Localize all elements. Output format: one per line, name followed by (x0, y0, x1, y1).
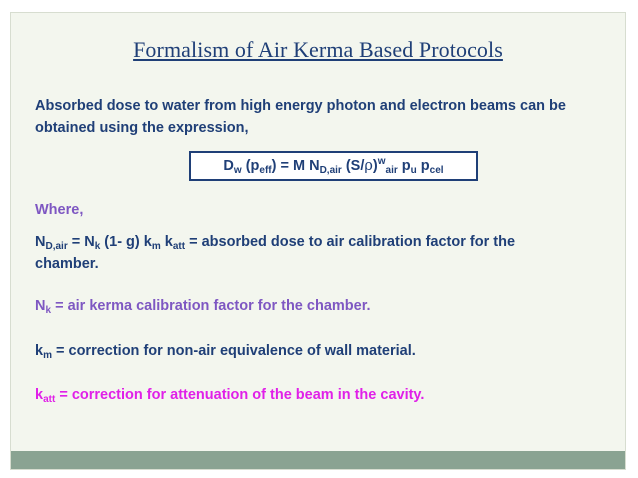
katt-definition: $k_{att}$ = correction for attenuation of the beam in the cavity. (35, 387, 425, 405)
nd-air-definition: $N_{D,air} = N_k$ (1- g) $k_m$ $k_{att}$ = absorbed dose to air calibration factor for the chamber. (35, 234, 516, 272)
km-definition: $k_m$ = correction for non-air equivalence of wall material. (35, 343, 416, 361)
where-label: Where, (35, 202, 84, 218)
intro-line-2: obtained using the expression, (35, 120, 249, 136)
nk-definition: $N_k$ = air kerma calibration factor for the chamber. (35, 298, 371, 316)
slide (10, 12, 626, 470)
intro-line-1: Absorbed dose to water from high energy photon and electron beams can be (35, 98, 566, 114)
equation: $D_w$ $(p_{eff}) = M$ $N_{D,air}$ $(S/\rho)^w_{air}$ $p_u$ $p_{cel}$ (223, 156, 444, 176)
equation-box (189, 151, 478, 181)
slide-title: Formalism of Air Kerma Based Protocols (133, 37, 503, 62)
intro-text (35, 95, 605, 139)
footer-bar (11, 451, 625, 469)
